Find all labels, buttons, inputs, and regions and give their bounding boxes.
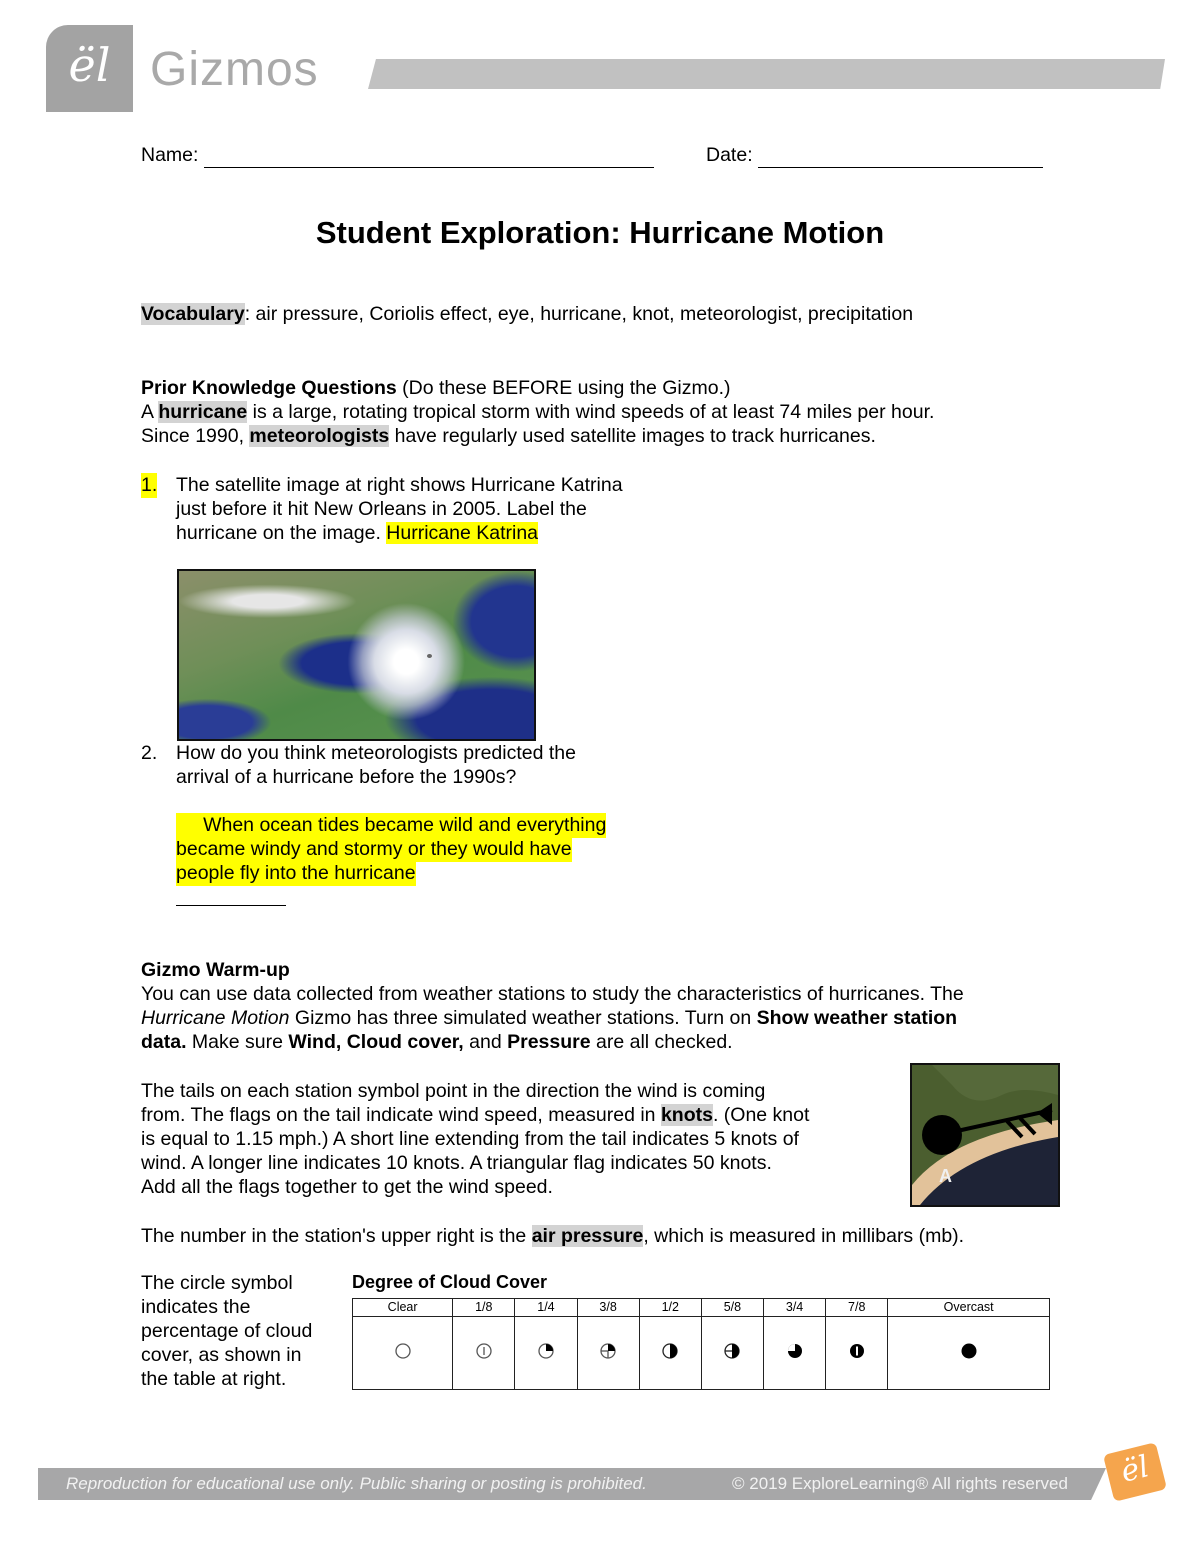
- answer-underline: [176, 905, 286, 906]
- header-bar: [368, 59, 1165, 89]
- table-cell: [701, 1317, 763, 1390]
- three-eighths-circle-icon: [600, 1343, 616, 1359]
- warmup-p2-line-3: is equal to 1.15 mph.) A short line extending from the tail indicates 5 knots of: [141, 1128, 799, 1150]
- table-cell: [453, 1317, 515, 1390]
- column-header: Clear: [353, 1299, 453, 1317]
- text: hurricane on the image.: [176, 522, 387, 544]
- seven-eighths-circle-icon: [849, 1343, 865, 1359]
- cloud-cover-table-title: Degree of Cloud Cover: [352, 1272, 548, 1292]
- warmup-p3: [141, 1224, 964, 1249]
- table-cell: [515, 1317, 577, 1390]
- weather-station-image: [910, 1063, 1060, 1207]
- question-2-line-1: How do you think meteorologists predicted the: [176, 742, 576, 764]
- el-logo-glyph: ël: [68, 38, 111, 92]
- column-header: 1/4: [515, 1299, 577, 1317]
- column-header: 1/8: [453, 1299, 515, 1317]
- footer-notice: Reproduction for educational use only. Public sharing or posting is prohibited.: [66, 1474, 647, 1493]
- hurricane-eye: [427, 654, 432, 658]
- prior-knowledge-line-1: [141, 400, 934, 425]
- three-quarters-circle-icon: [787, 1343, 803, 1359]
- table-cell: [888, 1317, 1050, 1390]
- column-header: 3/8: [577, 1299, 639, 1317]
- column-header: 3/4: [764, 1299, 826, 1317]
- setting-name: Show weather station: [756, 1007, 958, 1029]
- term-hurricane: hurricane: [158, 401, 248, 423]
- term-air-pressure: air pressure: [531, 1225, 644, 1247]
- question-1-line-1: The satellite image at right shows Hurricane Katrina: [176, 474, 623, 496]
- date-label: Date:: [706, 144, 753, 166]
- table-cell: [353, 1317, 453, 1390]
- text: and: [463, 1031, 508, 1053]
- footer-copyright: © 2019 ExploreLearning® All rights reserved: [732, 1474, 1068, 1493]
- table-cell: [826, 1317, 888, 1390]
- text: are all checked.: [590, 1031, 733, 1053]
- vocabulary-label: Vocabulary: [141, 303, 245, 325]
- table-cell: [764, 1317, 826, 1390]
- half-circle-icon: [662, 1343, 678, 1359]
- warmup-p1-line-1: You can use data collected from weather stations to study the characteristics of hurricanes. The: [141, 983, 964, 1005]
- warmup-p2-line-2: [141, 1103, 809, 1128]
- warmup-p2-line-4: wind. A longer line indicates 10 knots. A triangular flag indicates 50 knots.: [141, 1152, 772, 1174]
- vocabulary-terms: : air pressure, Coriolis effect, eye, hurricane, knot, meteorologist, precipitation: [244, 303, 914, 325]
- column-header: Overcast: [888, 1299, 1050, 1317]
- five-eighths-circle-icon: [724, 1343, 740, 1359]
- column-header: 1/2: [639, 1299, 701, 1317]
- hurricane-katrina-satellite-image: [177, 569, 536, 741]
- cloud-cover-table: [352, 1298, 1050, 1390]
- prior-knowledge-line-2: [141, 424, 876, 449]
- text: Since 1990,: [141, 425, 250, 447]
- question-1-number: 1.: [141, 474, 158, 496]
- warmup-p4-line-3: percentage of cloud: [141, 1320, 313, 1342]
- question-1-line-3: [176, 521, 538, 546]
- column-header: 5/8: [701, 1299, 763, 1317]
- term-knots: knots: [660, 1104, 713, 1126]
- name-input-line[interactable]: [204, 167, 654, 168]
- text: . (One knot: [712, 1104, 810, 1126]
- table-header-row: [353, 1299, 1050, 1317]
- station-symbol-icon: [912, 1065, 1058, 1205]
- text: , which is measured in millibars (mb).: [643, 1225, 965, 1247]
- text: from. The flags on the tail indicate wind speed, measured in: [141, 1104, 661, 1126]
- table-cell: [577, 1317, 639, 1390]
- text: A: [141, 401, 159, 423]
- setting-name: data.: [141, 1031, 187, 1053]
- footer-logo-glyph: ël: [1117, 1449, 1153, 1490]
- term-meteorologists: meteorologists: [249, 425, 390, 447]
- question-2-number: 2.: [141, 742, 158, 764]
- question-2-answer-line-2[interactable]: became windy and stormy or they would have: [176, 838, 572, 860]
- question-1-answer[interactable]: Hurricane Katrina: [386, 522, 539, 544]
- overcast-circle-icon: [961, 1343, 977, 1359]
- text: The number in the station's upper right is the: [141, 1225, 532, 1247]
- warmup-p4-line-1: The circle symbol: [141, 1272, 293, 1294]
- text: is a large, rotating tropical storm with wind speeds of at least 74 miles per hour.: [247, 401, 935, 423]
- question-2-line-2: arrival of a hurricane before the 1990s?: [176, 766, 517, 788]
- text: Make sure: [186, 1031, 289, 1053]
- text: Gizmo has three simulated weather stations. Turn on: [289, 1007, 757, 1029]
- warmup-p4-line-4: cover, as shown in: [141, 1344, 302, 1366]
- table-symbol-row: [353, 1317, 1050, 1390]
- clear-circle-icon: [395, 1343, 411, 1359]
- warmup-p1-line-3: [141, 1030, 733, 1055]
- warmup-p1-line-2: [141, 1006, 957, 1031]
- question-2-answer-line-3[interactable]: people fly into the hurricane: [176, 862, 416, 884]
- name-label: Name:: [141, 144, 199, 166]
- prior-knowledge-title: Prior Knowledge Questions: [141, 377, 397, 399]
- svg-text:A: A: [939, 1166, 952, 1186]
- brand-name: Gizmos: [150, 43, 319, 96]
- column-header: 7/8: [826, 1299, 888, 1317]
- page-title: Student Exploration: Hurricane Motion: [315, 215, 885, 250]
- checkbox-pressure: Pressure: [507, 1031, 591, 1053]
- warmup-p2-line-1: The tails on each station symbol point in the direction the wind is coming: [141, 1080, 766, 1102]
- date-field: [706, 143, 1043, 168]
- question-2-answer-line-1[interactable]: When ocean tides became wild and everything: [176, 814, 607, 836]
- text: have regularly used satellite images to track hurricanes.: [389, 425, 876, 447]
- warmup-p4-line-5: the table at right.: [141, 1368, 287, 1390]
- prior-knowledge-heading: [141, 376, 731, 401]
- table-cell: [639, 1317, 701, 1390]
- prior-knowledge-note: (Do these BEFORE using the Gizmo.): [396, 377, 731, 399]
- gizmo-name: Hurricane Motion: [141, 1007, 290, 1029]
- date-input-line[interactable]: [758, 167, 1043, 168]
- warmup-p2-line-5: Add all the flags together to get the wind speed.: [141, 1176, 553, 1198]
- vocabulary-line: [141, 302, 913, 327]
- warmup-heading: Gizmo Warm-up: [141, 959, 290, 981]
- quarter-circle-icon: [538, 1343, 554, 1359]
- warmup-p4-line-2: indicates the: [141, 1296, 251, 1318]
- question-1-line-2: just before it hit New Orleans in 2005. Label the: [176, 498, 587, 520]
- one-eighth-circle-icon: [476, 1343, 492, 1359]
- checkbox-names: Wind, Cloud cover,: [288, 1031, 464, 1053]
- name-field: [141, 143, 654, 168]
